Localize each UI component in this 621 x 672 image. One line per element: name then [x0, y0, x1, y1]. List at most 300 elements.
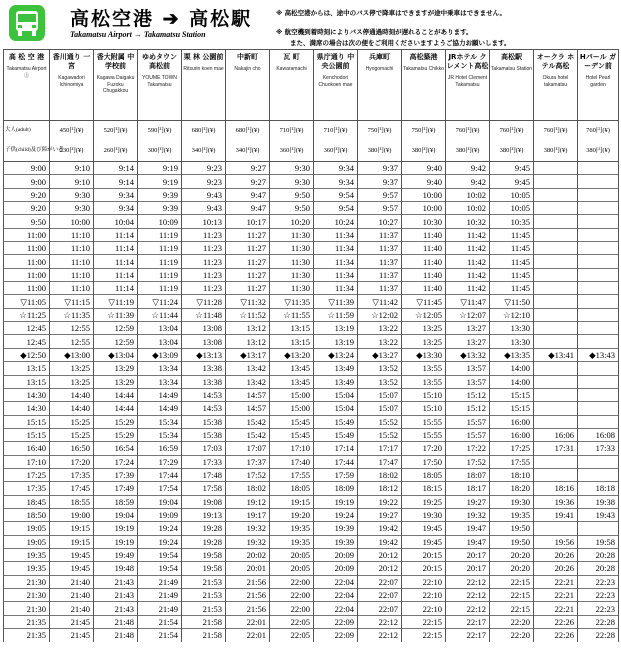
time-cell: 17:48: [182, 468, 226, 481]
fare-cell: [138, 121, 182, 162]
time-cell: ◆13:00: [50, 348, 94, 361]
time-cell: ☆11:59: [314, 308, 358, 321]
time-cell: 11:10: [50, 282, 94, 295]
time-cell: 20:09: [314, 548, 358, 561]
time-cell: 13:52: [358, 362, 402, 375]
time-cell: 21:40: [50, 602, 94, 615]
time-cell: 22:28: [578, 629, 619, 642]
time-cell: 11:37: [358, 228, 402, 241]
stop-name-ja: 兵庫町: [369, 53, 390, 61]
time-cell: 11:23: [182, 228, 226, 241]
time-cell: 20:20: [490, 548, 534, 561]
time-cell: ▽11:05: [4, 295, 50, 308]
time-cell: 13:19: [314, 322, 358, 335]
time-cell: 9:00: [4, 162, 50, 175]
time-cell: [534, 295, 578, 308]
time-cell: 9:40: [402, 175, 446, 188]
time-cell: [578, 522, 619, 535]
table-row: [4, 322, 619, 335]
time-cell: 13:34: [138, 362, 182, 375]
time-cell: 11:27: [226, 255, 270, 268]
time-cell: 19:49: [94, 548, 138, 561]
stop-name-en: Hotel Pearl garden: [585, 75, 611, 88]
time-cell: 13:42: [226, 375, 270, 388]
time-cell: 19:13: [182, 508, 226, 521]
time-cell: 9:34: [314, 175, 358, 188]
time-cell: 11:42: [446, 242, 490, 255]
time-cell: 11:00: [4, 228, 50, 241]
time-cell: 18:50: [4, 508, 50, 521]
time-cell: 22:15: [490, 602, 534, 615]
time-cell: 19:15: [50, 535, 94, 548]
time-cell: 17:24: [94, 455, 138, 468]
time-cell: 20:05: [270, 548, 314, 561]
time-cell: ☆11:44: [138, 308, 182, 321]
table-row: [4, 295, 619, 308]
time-cell: 22:00: [270, 589, 314, 602]
time-cell: 19:25: [402, 495, 446, 508]
child-fare: 380円(¥): [411, 147, 436, 154]
time-cell: 17:35: [50, 468, 94, 481]
time-cell: [578, 415, 619, 428]
time-cell: 18:45: [4, 495, 50, 508]
time-cell: 11:23: [182, 242, 226, 255]
time-cell: [534, 308, 578, 321]
time-cell: 22:21: [534, 575, 578, 588]
time-cell: 12:59: [94, 335, 138, 348]
child-fare: 380円(¥): [586, 147, 610, 154]
table-row: [4, 335, 619, 348]
time-cell: 14:49: [138, 388, 182, 401]
time-cell: 10:32: [446, 215, 490, 228]
time-cell: ◆13:17: [226, 348, 270, 361]
time-cell: 19:35: [490, 508, 534, 521]
time-cell: 9:50: [270, 202, 314, 215]
time-cell: 18:02: [358, 468, 402, 481]
time-cell: ◆13:27: [358, 348, 402, 361]
time-cell: 13:25: [402, 322, 446, 335]
time-cell: 11:37: [358, 255, 402, 268]
time-cell: 13:52: [358, 375, 402, 388]
adult-fare: 750円(¥): [411, 127, 436, 134]
time-cell: 9:20: [4, 188, 50, 201]
time-cell: [578, 242, 619, 255]
time-cell: 19:05: [4, 522, 50, 535]
time-cell: 9:43: [182, 202, 226, 215]
time-cell: ◆13:32: [446, 348, 490, 361]
time-cell: 18:05: [270, 482, 314, 495]
time-cell: 18:02: [226, 482, 270, 495]
time-cell: 17:20: [50, 455, 94, 468]
time-cell: 13:55: [402, 375, 446, 388]
time-cell: 11:00: [4, 255, 50, 268]
child-fare: 300円(¥): [147, 147, 172, 154]
time-cell: [534, 388, 578, 401]
fare-cell: [314, 121, 358, 162]
time-cell: 13:45: [270, 375, 314, 388]
time-cell: 20:09: [314, 562, 358, 575]
stop-name-ja: 中新町: [237, 53, 258, 61]
time-cell: 13:08: [182, 322, 226, 335]
time-cell: 16:40: [4, 442, 50, 455]
table-row: [4, 402, 619, 415]
stop-name-en: Kagawadori Ichinomiya: [58, 75, 85, 88]
time-cell: ▽11:32: [226, 295, 270, 308]
time-cell: 15:52: [358, 428, 402, 441]
time-cell: 20:01: [226, 562, 270, 575]
time-cell: 21:53: [182, 589, 226, 602]
table-row: [4, 615, 619, 628]
time-cell: 9:27: [226, 175, 270, 188]
time-cell: 19:35: [270, 522, 314, 535]
notice-block: [276, 8, 616, 49]
stop-name-ja: 高松築港: [409, 53, 438, 61]
fare-cell: [226, 121, 270, 162]
time-cell: 15:42: [226, 415, 270, 428]
time-cell: 21:54: [138, 629, 182, 642]
adult-fare: 710円(¥): [279, 127, 304, 134]
time-cell: 19:58: [578, 535, 619, 548]
stop-header: [226, 50, 270, 121]
time-cell: 14:49: [138, 402, 182, 415]
time-cell: 9:14: [94, 175, 138, 188]
time-cell: 15:49: [314, 428, 358, 441]
time-cell: ☆11:39: [94, 308, 138, 321]
stop-name-en: Okura hotel takamatsu: [542, 75, 569, 88]
stop-name-ja: オークラ ホテル高松: [536, 53, 575, 70]
time-cell: 11:40: [402, 242, 446, 255]
notice-line: ※ 高松空港からは、途中のバス停で降車はできますが途中乗車はできません。: [276, 9, 506, 17]
time-cell: 14:57: [226, 388, 270, 401]
table-row: [4, 455, 619, 468]
time-cell: 15:12: [446, 402, 490, 415]
time-cell: 15:45: [270, 428, 314, 441]
child-fare: 380円(¥): [455, 147, 480, 154]
time-cell: 9:10: [50, 175, 94, 188]
stop-header: [4, 50, 50, 121]
time-cell: 13:34: [138, 375, 182, 388]
time-cell: 11:10: [50, 242, 94, 255]
time-cell: 21:45: [50, 629, 94, 642]
time-cell: [578, 308, 619, 321]
time-cell: [578, 215, 619, 228]
time-cell: 11:30: [270, 242, 314, 255]
time-cell: [534, 255, 578, 268]
time-cell: ▽11:24: [138, 295, 182, 308]
time-cell: 21:49: [138, 575, 182, 588]
time-cell: 21:43: [94, 589, 138, 602]
time-cell: [534, 202, 578, 215]
time-cell: 11:23: [182, 255, 226, 268]
time-cell: 11:10: [50, 255, 94, 268]
time-cell: 11:42: [446, 268, 490, 281]
time-cell: 11:45: [490, 228, 534, 241]
time-cell: 19:24: [138, 535, 182, 548]
time-cell: 20:12: [358, 562, 402, 575]
time-cell: 9:34: [94, 202, 138, 215]
child-fare: 380円(¥): [499, 147, 524, 154]
time-cell: 9:37: [358, 162, 402, 175]
time-cell: 21:56: [226, 575, 270, 588]
time-cell: 21:49: [138, 589, 182, 602]
child-fare: 380円(¥): [367, 147, 392, 154]
time-cell: 9:54: [314, 188, 358, 201]
time-cell: 19:24: [314, 508, 358, 521]
stop-header: [490, 50, 534, 121]
time-cell: ◆13:04: [94, 348, 138, 361]
time-cell: 16:00: [490, 415, 534, 428]
time-cell: 9:50: [270, 188, 314, 201]
time-cell: 14:44: [94, 388, 138, 401]
time-cell: 11:27: [226, 282, 270, 295]
time-cell: 9:30: [270, 175, 314, 188]
time-cell: 11:30: [270, 282, 314, 295]
time-cell: 21:30: [4, 602, 50, 615]
time-cell: 19:28: [182, 522, 226, 535]
time-cell: 17:35: [4, 482, 50, 495]
stop-header: [138, 50, 182, 121]
stop-header: [534, 50, 578, 121]
time-cell: 22:04: [314, 602, 358, 615]
time-cell: ▽11:45: [402, 295, 446, 308]
timetable: [3, 49, 619, 642]
time-cell: 20:15: [402, 548, 446, 561]
time-cell: 17:44: [138, 468, 182, 481]
time-cell: [578, 388, 619, 401]
time-cell: 14:30: [4, 388, 50, 401]
time-cell: 11:19: [138, 228, 182, 241]
time-cell: 17:25: [490, 442, 534, 455]
time-cell: 22:23: [578, 602, 619, 615]
time-cell: 22:12: [358, 629, 402, 642]
time-cell: 22:04: [314, 589, 358, 602]
time-cell: 19:30: [490, 495, 534, 508]
time-cell: 21:35: [4, 629, 50, 642]
time-cell: 22:21: [534, 602, 578, 615]
time-cell: 10:02: [446, 202, 490, 215]
time-cell: ▽11:39: [314, 295, 358, 308]
time-cell: 9:47: [226, 202, 270, 215]
table-row: [4, 362, 619, 375]
time-cell: 13:27: [446, 335, 490, 348]
time-cell: 15:10: [402, 388, 446, 401]
time-cell: 19:17: [226, 508, 270, 521]
time-cell: 19:36: [534, 495, 578, 508]
time-cell: 10:00: [50, 215, 94, 228]
adult-fare: 450円(¥): [59, 127, 84, 134]
time-cell: 13:19: [314, 335, 358, 348]
time-cell: 14:44: [94, 402, 138, 415]
time-cell: 17:14: [314, 442, 358, 455]
time-cell: 22:20: [490, 629, 534, 642]
time-cell: 18:12: [358, 482, 402, 495]
time-cell: 11:34: [314, 282, 358, 295]
time-cell: 13:49: [314, 362, 358, 375]
time-cell: 15:15: [4, 428, 50, 441]
time-cell: 20:17: [446, 562, 490, 575]
table-row: [4, 589, 619, 602]
time-cell: 13:04: [138, 322, 182, 335]
time-cell: 9:10: [50, 162, 94, 175]
stop-name-en: Kenchodori Chuokoen mae: [318, 75, 353, 88]
child-fare: 340円(¥): [235, 147, 260, 154]
time-cell: 11:10: [50, 268, 94, 281]
time-cell: 9:45: [490, 175, 534, 188]
time-cell: 22:15: [490, 589, 534, 602]
fare-cell: [490, 121, 534, 162]
time-cell: 21:40: [50, 589, 94, 602]
time-cell: 21:30: [4, 575, 50, 588]
time-cell: 12:55: [50, 322, 94, 335]
time-cell: 21:58: [182, 615, 226, 628]
time-cell: 13:25: [50, 362, 94, 375]
stop-name-en: Kawaramachi: [276, 66, 307, 72]
time-cell: 11:42: [446, 255, 490, 268]
time-cell: 11:19: [138, 255, 182, 268]
time-cell: 22:07: [358, 602, 402, 615]
time-cell: 20:28: [578, 548, 619, 561]
table-row: [4, 188, 619, 201]
time-cell: 10:35: [490, 215, 534, 228]
time-cell: 17:22: [446, 442, 490, 455]
time-cell: 16:59: [138, 442, 182, 455]
time-cell: 19:32: [226, 522, 270, 535]
time-cell: 11:30: [270, 228, 314, 241]
time-cell: 15:07: [358, 388, 402, 401]
time-cell: 21:53: [182, 575, 226, 588]
time-cell: ◆13:43: [578, 348, 619, 361]
time-cell: 15:34: [138, 415, 182, 428]
time-cell: 19:50: [490, 535, 534, 548]
time-cell: [534, 402, 578, 415]
stop-name-ja: 香川通り 一 宮: [52, 53, 91, 70]
time-cell: 17:25: [4, 468, 50, 481]
stop-name-ja: 瓦 町: [283, 53, 300, 61]
time-cell: 14:40: [50, 388, 94, 401]
time-cell: 19:48: [94, 562, 138, 575]
time-cell: 19:58: [182, 562, 226, 575]
child-fare-label: 子供(child)及び障がい者: [5, 147, 64, 153]
adult-fare: 760円(¥): [499, 127, 524, 134]
time-cell: 13:57: [446, 375, 490, 388]
time-cell: [578, 455, 619, 468]
time-cell: 15:07: [358, 402, 402, 415]
time-cell: [578, 175, 619, 188]
time-cell: [578, 282, 619, 295]
time-cell: 19:19: [94, 522, 138, 535]
table-row: [4, 508, 619, 521]
time-cell: 11:42: [446, 282, 490, 295]
time-cell: ☆12:02: [358, 308, 402, 321]
adult-fare: 750円(¥): [367, 127, 392, 134]
time-cell: 11:42: [446, 228, 490, 241]
time-cell: 14:53: [182, 388, 226, 401]
time-cell: 11:00: [4, 268, 50, 281]
time-cell: 21:56: [226, 589, 270, 602]
time-cell: 9:34: [94, 188, 138, 201]
time-cell: 21:45: [50, 615, 94, 628]
time-cell: 22:05: [270, 615, 314, 628]
time-cell: 18:10: [490, 468, 534, 481]
time-cell: 17:10: [270, 442, 314, 455]
table-row: [4, 162, 619, 175]
table-row: [4, 282, 619, 295]
time-cell: 19:39: [314, 535, 358, 548]
time-cell: [578, 255, 619, 268]
time-cell: 17:33: [578, 442, 619, 455]
time-cell: ☆12:10: [490, 308, 534, 321]
time-cell: 19:35: [4, 548, 50, 561]
time-cell: 17:17: [358, 442, 402, 455]
table-row: [4, 575, 619, 588]
time-cell: 9:20: [4, 202, 50, 215]
time-cell: 9:34: [314, 162, 358, 175]
stop-header: [314, 50, 358, 121]
time-cell: 11:19: [138, 268, 182, 281]
time-cell: 11:14: [94, 268, 138, 281]
time-cell: 15:15: [490, 388, 534, 401]
time-cell: 19:32: [446, 508, 490, 521]
time-cell: 19:45: [402, 535, 446, 548]
time-cell: 11:23: [182, 268, 226, 281]
time-cell: 19:41: [534, 508, 578, 521]
time-cell: 22:23: [578, 589, 619, 602]
time-cell: 12:59: [94, 322, 138, 335]
time-cell: 19:42: [358, 522, 402, 535]
time-cell: 18:20: [490, 482, 534, 495]
time-cell: 22:23: [578, 575, 619, 588]
time-cell: 9:14: [94, 162, 138, 175]
time-cell: 14:40: [50, 402, 94, 415]
adult-fare: 520円(¥): [103, 127, 128, 134]
table-row: [4, 348, 619, 361]
fare-cell: [446, 121, 490, 162]
time-cell: 13:42: [226, 362, 270, 375]
time-cell: 13:29: [94, 375, 138, 388]
stop-name-en: Hyogomachi: [365, 66, 394, 72]
time-cell: 17:55: [490, 455, 534, 468]
time-cell: ☆11:48: [182, 308, 226, 321]
time-cell: 17:29: [138, 455, 182, 468]
time-cell: [578, 375, 619, 388]
time-cell: 9:23: [182, 175, 226, 188]
time-cell: 15:45: [270, 415, 314, 428]
stop-name-ja: 高 松 空 港: [8, 53, 45, 61]
time-cell: 13:38: [182, 375, 226, 388]
time-cell: 22:17: [446, 615, 490, 628]
time-cell: 19:58: [182, 548, 226, 561]
time-cell: 19:54: [138, 548, 182, 561]
time-cell: [534, 242, 578, 255]
adult-fare: 590円(¥): [147, 127, 172, 134]
stop-header: [446, 50, 490, 121]
stop-header: [358, 50, 402, 121]
time-cell: 11:40: [402, 282, 446, 295]
time-cell: 15:25: [50, 428, 94, 441]
time-cell: 10:17: [226, 215, 270, 228]
stop-name-en: YOUME TOWN Takamatsu: [142, 75, 177, 88]
time-cell: 11:40: [402, 255, 446, 268]
notice-line: ※ 航空機到着時刻によりバス停通過時刻が遅れることがあります。: [276, 28, 473, 36]
time-cell: ▽11:47: [446, 295, 490, 308]
time-cell: 22:26: [534, 629, 578, 642]
time-cell: 9:00: [4, 175, 50, 188]
time-cell: 16:08: [578, 428, 619, 441]
child-fare: 380円(¥): [543, 147, 568, 154]
table-row: [4, 442, 619, 455]
time-cell: [534, 282, 578, 295]
time-cell: 11:14: [94, 255, 138, 268]
